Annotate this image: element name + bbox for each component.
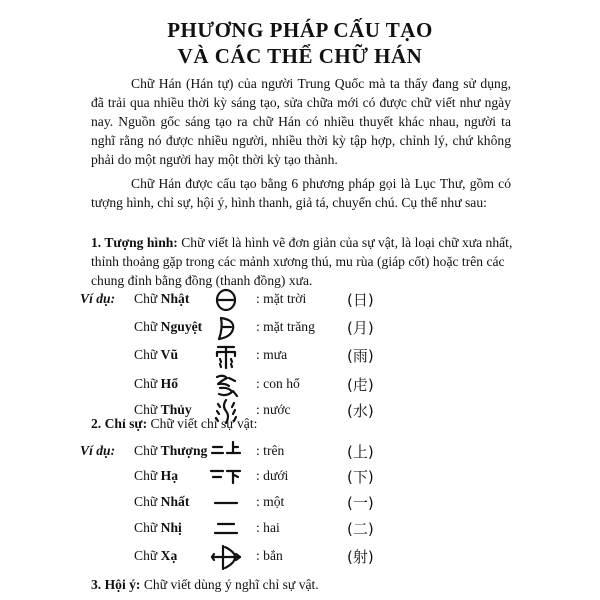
example-han-character: (水) — [347, 402, 374, 420]
example-han-character: (日) — [347, 291, 374, 309]
section-description: Chữ viết là hình vẽ đơn giản của sự vật, là loại chữ xưa nhất, thỉnh thoảng gặp trong các mảnh xương thú, mu rùa (giáp cốt) hoặc trên các chung đỉnh bằng đồng (thanh đồng) xưa. — [91, 235, 513, 288]
example-han-character: (虍) — [347, 376, 374, 394]
example-row — [0, 464, 600, 492]
example-meaning: : hai — [256, 520, 280, 535]
example-han-character: (一) — [347, 494, 374, 512]
example-meaning: : dưới — [256, 468, 289, 483]
section-description: Chữ viết dùng ý nghĩ chỉ sự vật. — [140, 577, 319, 592]
example-row — [0, 343, 600, 371]
section-description: Chữ viết chỉ sự vật: — [147, 416, 258, 431]
example-name: Chữ Xạ — [134, 548, 178, 563]
example-name: Chữ Nhất — [134, 494, 190, 509]
example-name: Chữ Hổ — [134, 376, 179, 391]
example-name: Chữ Hạ — [134, 468, 179, 483]
example-name: Chữ Thượng — [134, 443, 208, 458]
section-associative — [91, 575, 521, 594]
method-paragraph-text: Chữ Hán được cấu tạo bằng 6 phương pháp gọi là Lục Thư, gồm có tượng hình, chỉ sự, hội ý, hình thanh, giả tá, chuyển chú. Cụ thể như sau: — [91, 176, 511, 210]
example-row — [0, 439, 600, 467]
title-line-2: VÀ CÁC THỂ CHỮ HÁN — [177, 44, 423, 68]
intro-paragraph — [91, 74, 511, 169]
example-row — [0, 516, 600, 544]
example-label: Ví dụ: — [80, 443, 116, 458]
moon-pictograph-icon — [209, 315, 243, 341]
example-han-character: (上) — [347, 443, 374, 461]
example-name: Chữ Vũ — [134, 347, 179, 362]
example-meaning: : mặt trời — [256, 291, 307, 306]
intro-paragraph-text: Chữ Hán (Hán tự) của người Trung Quốc mà ta thấy đang sử dụng, đã trải qua nhiều thời kỳ sáng tạo, sửa chữa mới có được chữ viết như ngày nay. Nguồn gốc sáng tạo ra chữ Hán có nhiều thuyết khác nhau, người ta nghĩ rằng nó được nhiều người, nhiều thời kỳ tập hợp, chỉnh lý, chứ không phải do một người hay một thời kỳ tạo thành. — [91, 76, 511, 167]
shoot-pictograph-icon — [209, 544, 243, 570]
section-heading: 3. Hội ý: — [91, 577, 141, 592]
example-name: Chữ Nguyệt — [134, 319, 203, 334]
two-pictograph-icon — [209, 516, 243, 542]
example-han-character: (二) — [347, 520, 374, 538]
example-meaning: : bắn — [256, 548, 283, 563]
example-row — [0, 490, 600, 518]
example-han-character: (下) — [347, 468, 374, 486]
section-heading: 1. Tượng hình: — [91, 235, 178, 250]
section-pictograph — [91, 233, 521, 290]
example-meaning: : trên — [256, 443, 285, 458]
one-pictograph-icon — [209, 490, 243, 516]
section-indicative — [91, 414, 521, 433]
example-han-character: (月) — [347, 319, 374, 337]
example-name: Chữ Nhật — [134, 291, 190, 306]
method-paragraph — [91, 174, 511, 212]
example-name: Chữ Nhị — [134, 520, 182, 535]
example-meaning: : một — [256, 494, 285, 509]
example-meaning: : nước — [256, 402, 291, 417]
example-han-character: (雨) — [347, 347, 374, 365]
example-row — [0, 544, 600, 572]
example-meaning: : mưa — [256, 347, 288, 362]
rain-pictograph-icon — [209, 343, 243, 369]
sun-pictograph-icon — [209, 287, 243, 313]
example-name: Chữ Thủy — [134, 402, 192, 417]
above-pictograph-icon — [209, 439, 243, 465]
example-row — [0, 287, 600, 315]
example-meaning: : con hổ — [256, 376, 300, 391]
tiger-pictograph-icon — [209, 372, 243, 398]
below-pictograph-icon — [209, 464, 243, 490]
example-label: Ví dụ: — [80, 291, 116, 306]
section-heading: 2. Chỉ sự: — [91, 416, 148, 431]
title-line-1: PHƯƠNG PHÁP CẤU TẠO — [167, 18, 433, 42]
example-row — [0, 372, 600, 400]
example-meaning: : mặt trăng — [256, 319, 315, 334]
example-han-character: (射) — [347, 548, 374, 566]
example-row — [0, 315, 600, 343]
